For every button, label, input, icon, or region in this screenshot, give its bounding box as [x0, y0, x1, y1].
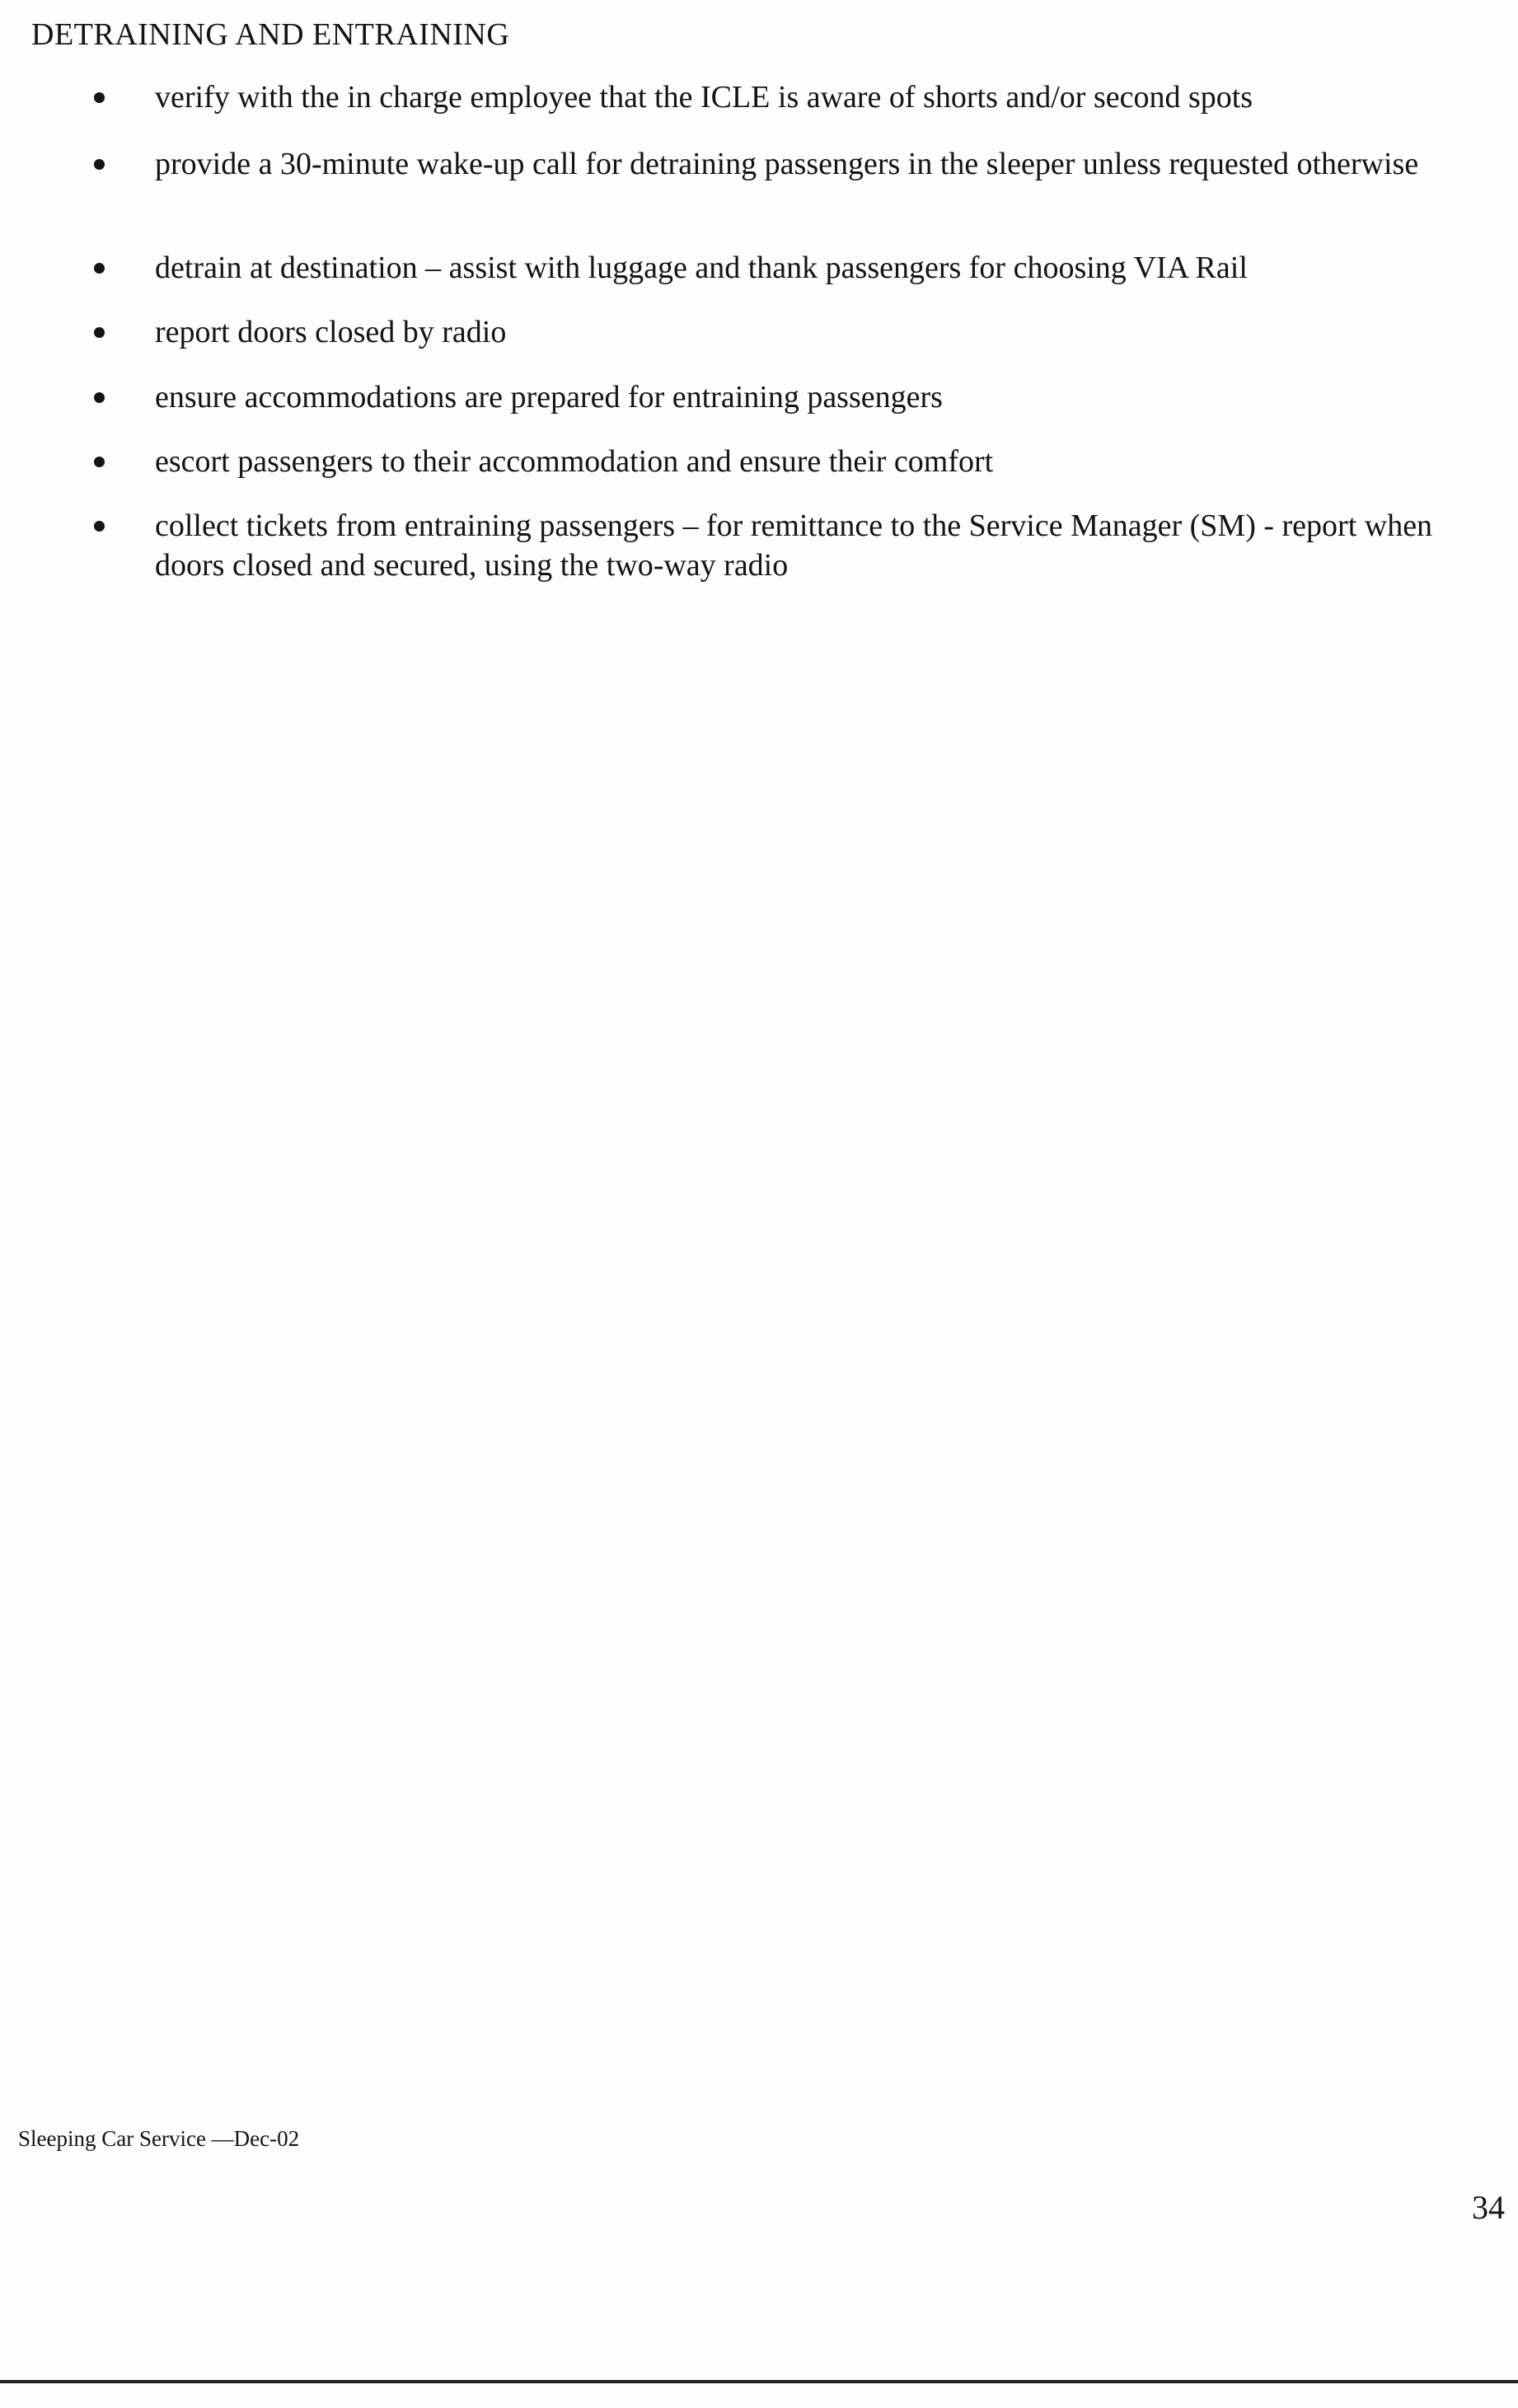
bullet-icon — [94, 263, 105, 274]
bullet-icon — [94, 521, 105, 532]
bullet-icon — [94, 92, 105, 103]
page-bottom-rule — [0, 2380, 1518, 2383]
bullet-text: ensure accommodations are prepared for entraining passengers — [155, 380, 943, 415]
bullet-text: provide a 30-minute wake-up call for detraining passengers in the sleeper unless requested otherwise — [155, 147, 1419, 181]
bullet-text: escort passengers to their accommodation and ensure their comfort — [155, 444, 994, 479]
bullet-text: detrain at destination – assist with luggage and thank passengers for choosing VIA Rail — [155, 251, 1248, 285]
bullet-icon — [94, 327, 105, 338]
bullet-icon — [94, 457, 105, 467]
footer-document-title: Sleeping Car Service —Dec-02 — [18, 2126, 300, 2151]
bullet-text: verify with the in charge employee that the ICLE is aware of shorts and/or second spots — [155, 80, 1253, 115]
bullet-text: report doors closed by radio — [155, 315, 507, 349]
page-number: 34 — [1472, 2189, 1505, 2226]
bullet-text: collect tickets from entraining passengers – for remittance to the Service Manager (SM) - report when doors closed and secured, using the two-way radio — [155, 508, 1433, 583]
bullet-icon — [94, 159, 105, 170]
bullet-icon — [94, 392, 105, 403]
section-heading: DETRAINING AND ENTRAINING — [31, 17, 510, 52]
